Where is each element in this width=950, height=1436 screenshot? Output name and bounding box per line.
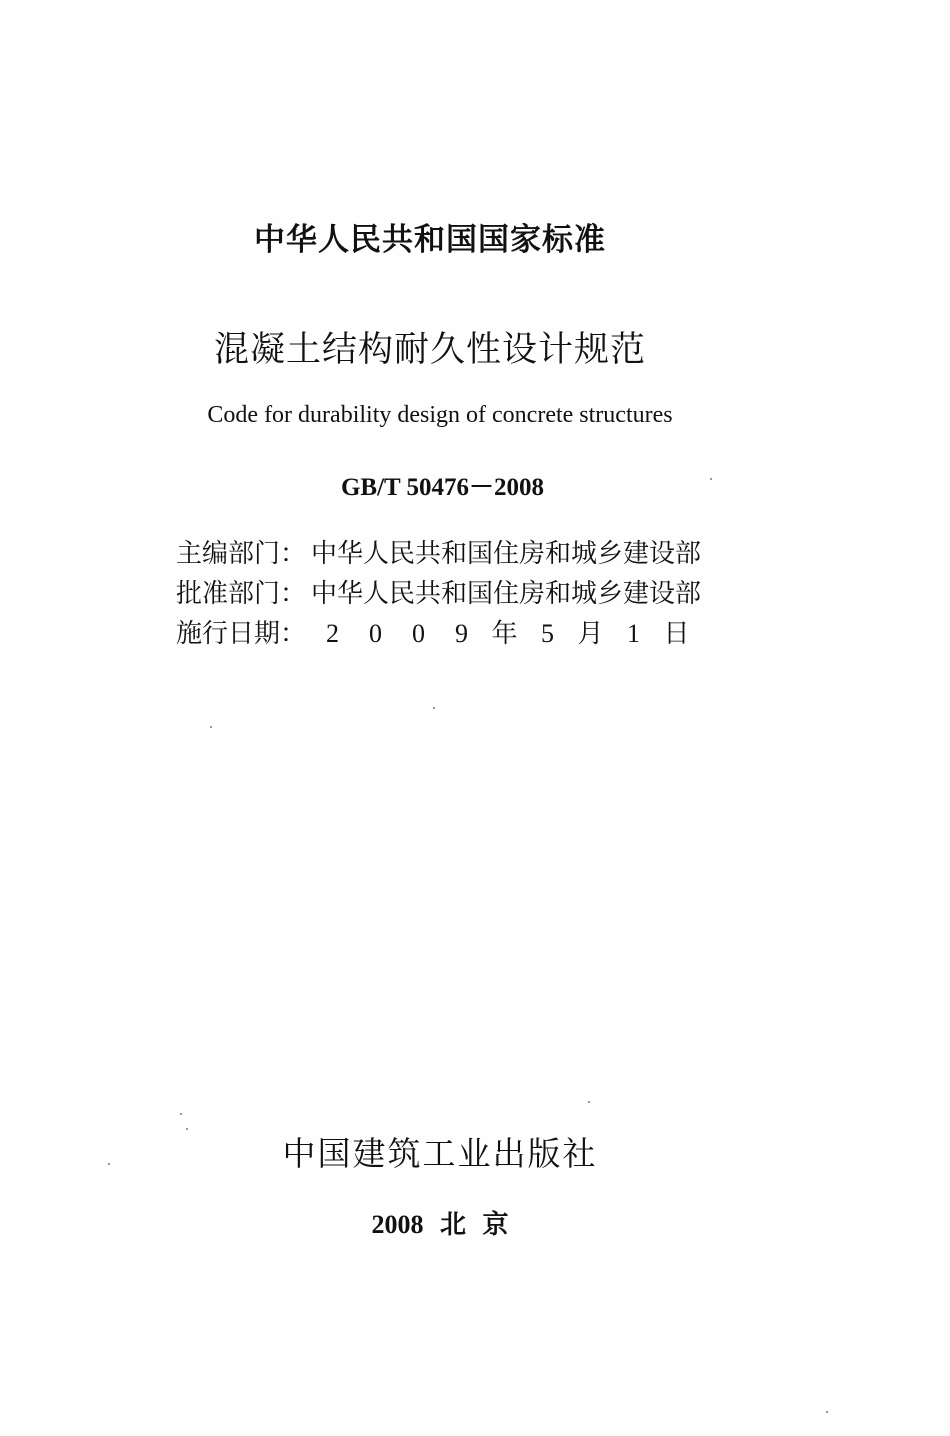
national-standard-heading: 中华人民共和国国家标准 [254,222,606,258]
standard-code: GB/T 50476－2008 [340,474,545,501]
scan-speck [710,478,712,480]
scan-speck [210,726,212,728]
approver-row [176,573,736,613]
date-part: 1 [627,619,640,648]
date-part: 月 [577,619,604,649]
date-part: 0 [369,619,382,648]
date-part: 0 [412,619,425,648]
effective-date-value [311,613,698,650]
scan-speck [588,1101,590,1103]
effective-date-label: 施行日期： [176,619,307,649]
publisher-name: 中国建筑工业出版社 [282,1134,598,1173]
issuance-info [176,533,736,653]
document-title-chinese: 混凝土结构耐久性设计规范 [213,330,646,370]
scan-speck [433,707,435,709]
effective-date-row [176,613,736,653]
approver-value: 中华人民共和国住房和城乡建设部 [311,579,702,609]
scan-speck [108,1163,110,1165]
date-part: 日 [663,619,690,649]
scan-speck [180,1113,182,1115]
approver-label: 批准部门： [176,579,307,609]
scan-speck [826,1411,828,1413]
scan-speck [186,1128,188,1130]
date-part: 9 [455,619,468,648]
editor-row [176,533,736,573]
date-part: 5 [541,619,554,648]
editor-value: 中华人民共和国住房和城乡建设部 [311,539,702,569]
publication-year-place: 2008 北 京 [371,1210,509,1239]
document-title-english: Code for durability design of concrete structures [207,402,673,428]
editor-label: 主编部门： [176,539,307,569]
date-part: 年 [491,619,518,649]
date-part: 2 [326,619,339,648]
